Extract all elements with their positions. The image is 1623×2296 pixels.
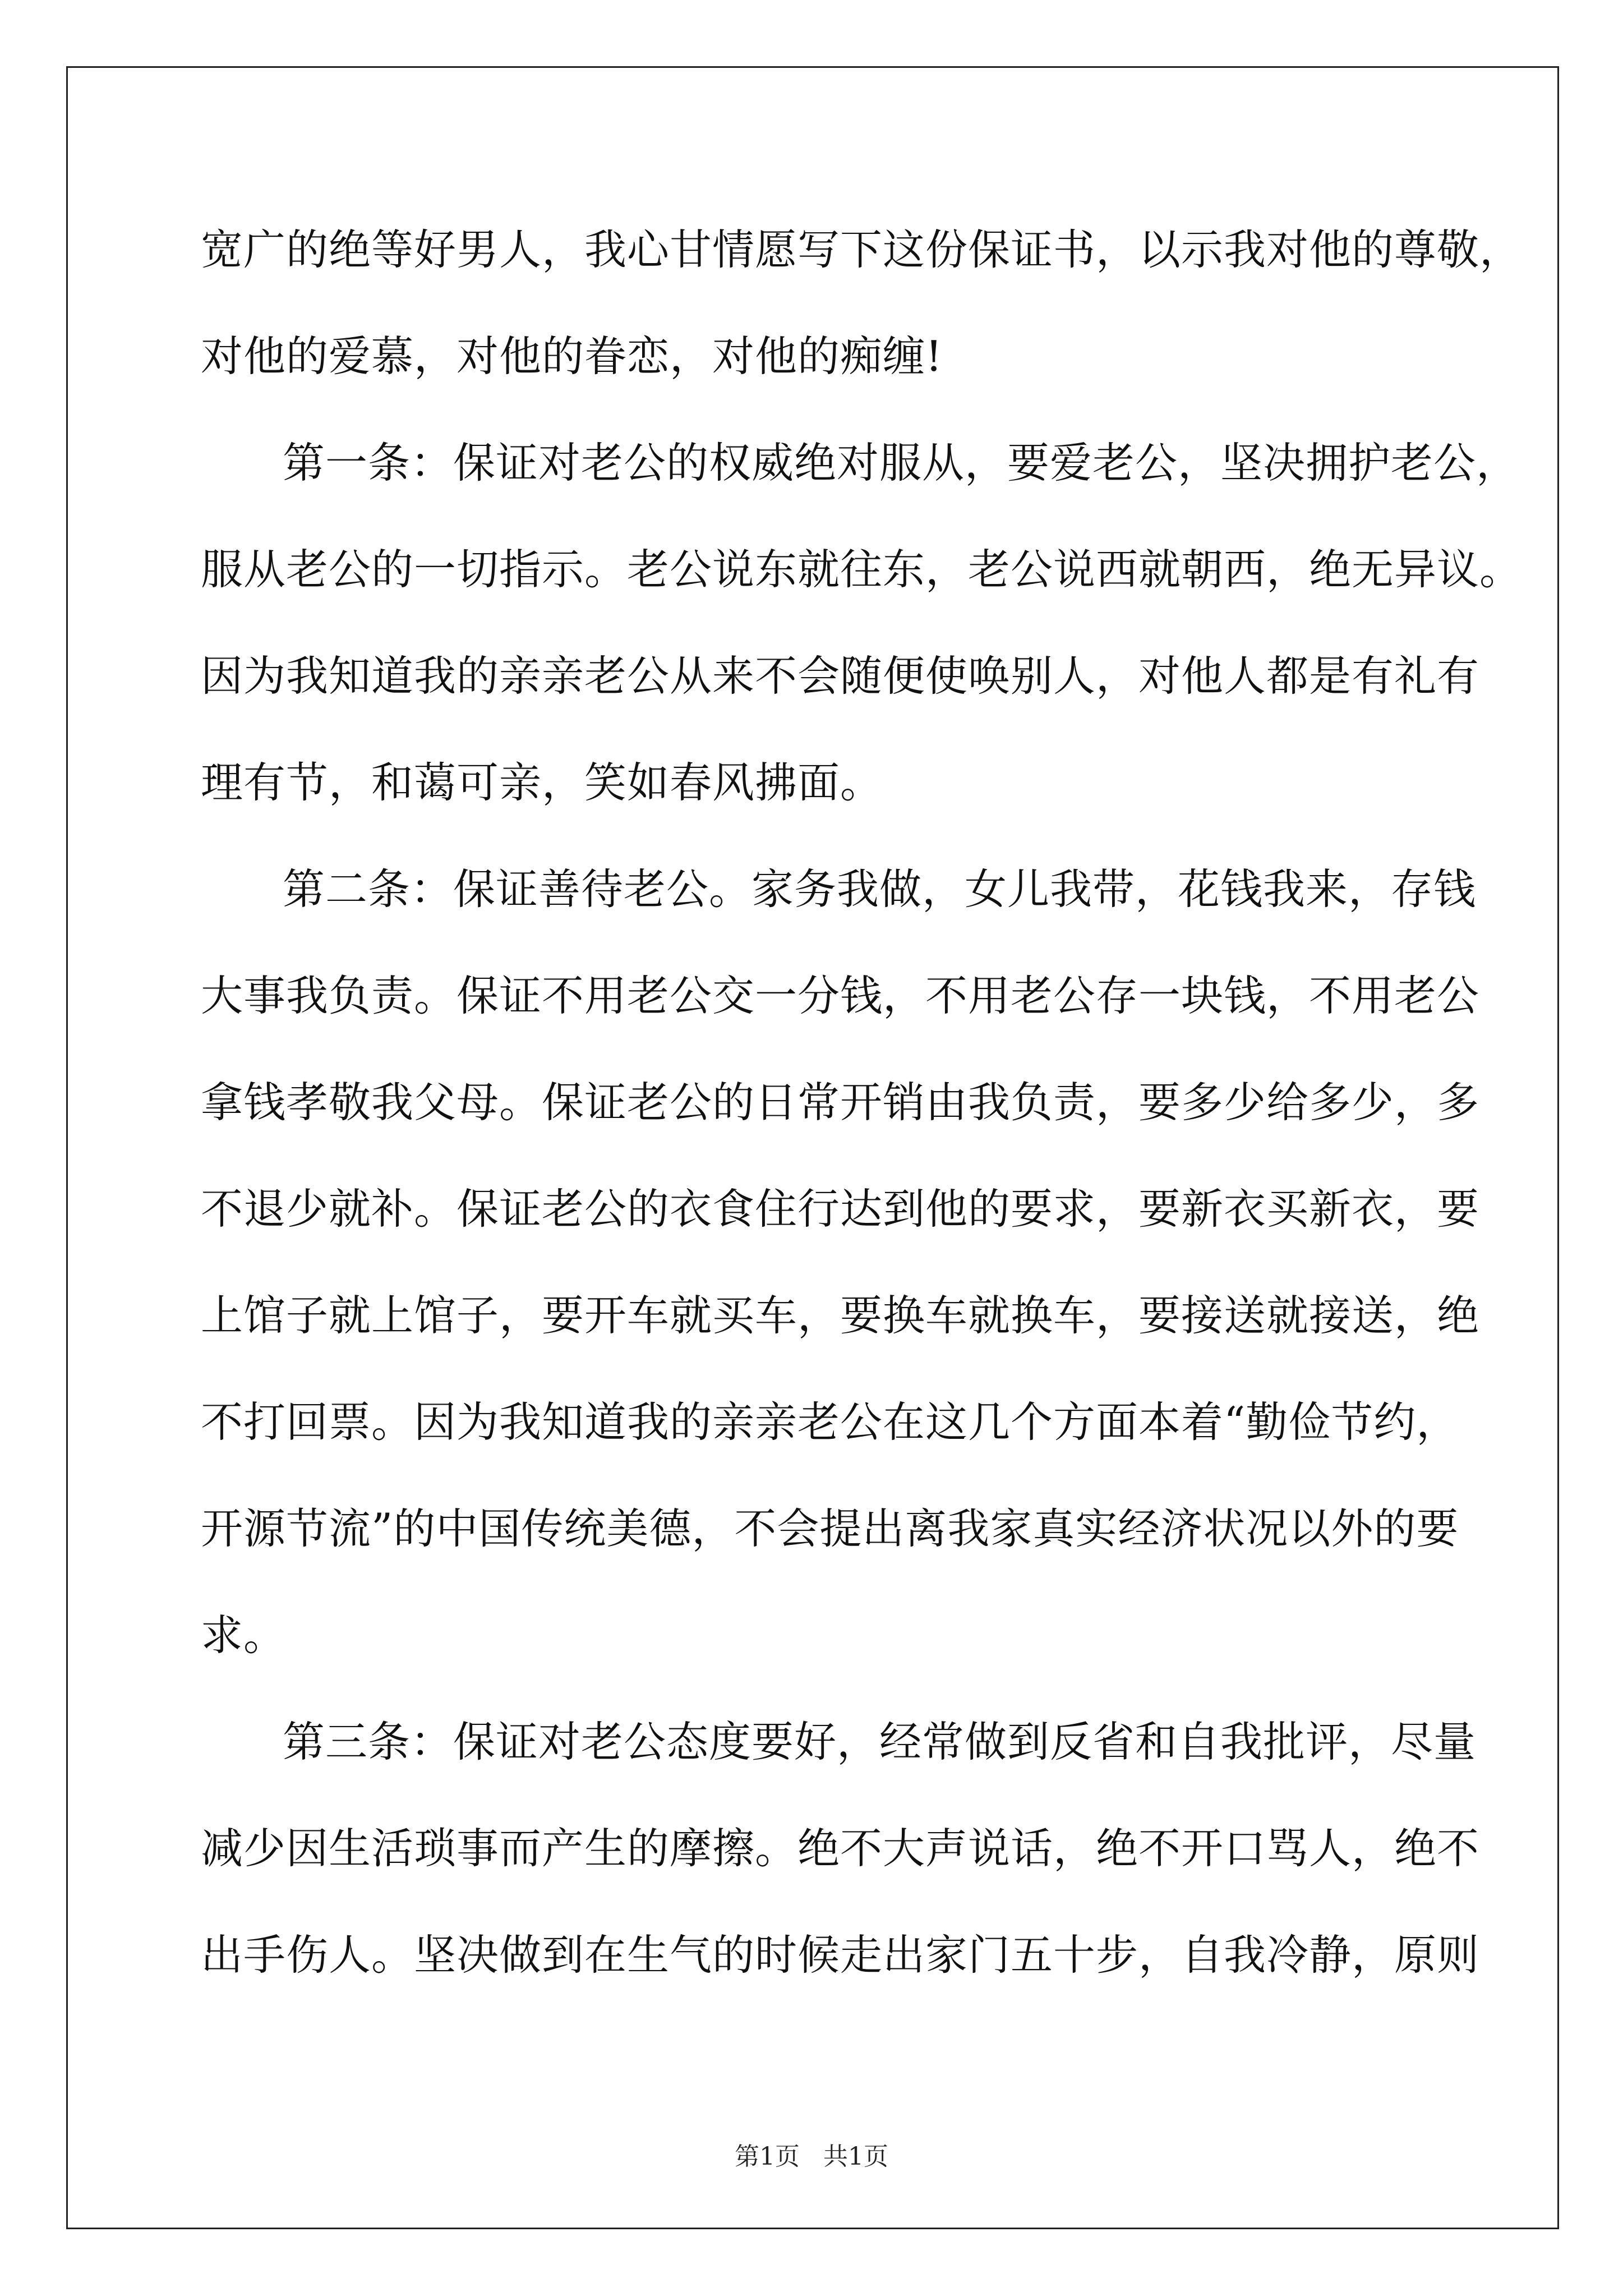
text-line: 拿钱孝敬我父母。保证老公的日常开销由我负责，要多少给多少，多 — [201, 1078, 1480, 1127]
page-footer: 第1页 共1页 — [735, 2142, 888, 2171]
text-line: 求。 — [201, 1611, 287, 1660]
text-line: 第三条：保证对老公态度要好，经常做到反省和自我批评，尽量 — [283, 1717, 1477, 1766]
text-line: 大事我负责。保证不用老公交一分钱，不用老公存一块钱，不用老公 — [201, 971, 1480, 1020]
text-line: 服从老公的一切指示。老公说东就往东，老公说西就朝西，绝无异议。 — [201, 545, 1523, 594]
text-line: 理有节，和蔼可亲，笑如春风拂面。 — [201, 758, 883, 807]
text-line: 上馆子就上馆子，要开车就买车，要换车就换车，要接送就接送，绝 — [201, 1291, 1480, 1340]
text-line: 宽广的绝等好男人，我心甘情愿写下这份保证书，以示我对他的尊敬， — [201, 225, 1523, 274]
text-line: 不退少就补。保证老公的衣食住行达到他的要求，要新衣买新衣，要 — [201, 1184, 1480, 1234]
text-line: 减少因生活琐事而产生的摩擦。绝不大声说话，绝不开口骂人，绝不 — [201, 1824, 1480, 1873]
text-line: 因为我知道我的亲亲老公从来不会随便使唤别人，对他人都是有礼有 — [201, 651, 1480, 701]
text-line: 第二条：保证善待老公。家务我做，女儿我带，花钱我来，存钱 — [283, 864, 1477, 914]
text-line: 出手伤人。坚决做到在生气的时候走出家门五十步，自我冷静，原则 — [201, 1930, 1480, 1980]
text-line: 第一条：保证对老公的权威绝对服从，要爱老公，坚决拥护老公， — [283, 438, 1519, 487]
text-line: 对他的爱慕，对他的眷恋，对他的痴缠! — [201, 332, 943, 381]
text-line: 不打回票。因为我知道我的亲亲老公在这几个方面本着“勤俭节约， — [201, 1397, 1459, 1447]
text-line: 开源节流”的中国传统美德，不会提出离我家真实经济状况以外的要 — [201, 1504, 1459, 1553]
page-border — [66, 66, 1559, 2229]
